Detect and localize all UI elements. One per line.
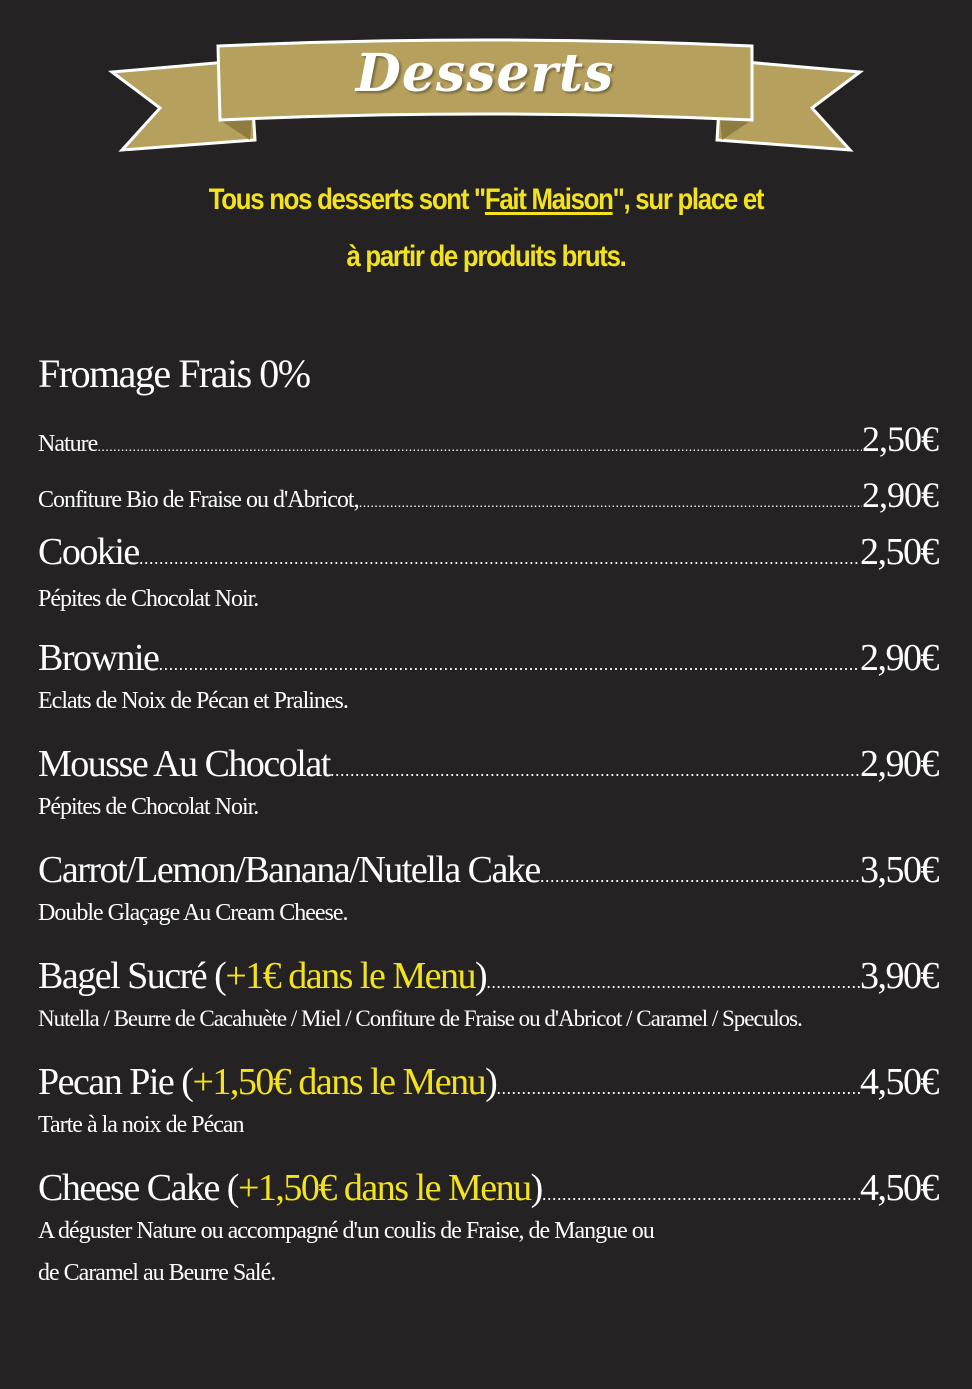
intro-text-after: ", sur place et — [612, 183, 764, 216]
item-name: Bagel Sucré ( — [38, 955, 226, 997]
menu-item-cookie — [38, 530, 938, 574]
item-name: Confiture Bio de Fraise ou d'Abricot, — [38, 487, 359, 513]
intro-line-1 — [154, 183, 818, 217]
dot-leader — [359, 494, 862, 510]
item-description: Pépites de Chocolat Noir. — [38, 794, 259, 820]
item-price: 3,90€ — [860, 955, 938, 997]
item-price: 4,50€ — [860, 1061, 938, 1103]
item-price: 2,90€ — [860, 637, 938, 679]
dot-leader — [139, 548, 860, 569]
menu-item-mousse — [38, 742, 938, 786]
dot-leader — [486, 972, 860, 993]
menu-supplement: +1€ dans le Menu — [225, 955, 475, 997]
menu-item-nature — [38, 418, 938, 460]
dot-leader — [496, 1078, 860, 1099]
item-name: Carrot/Lemon/Banana/Nutella Cake — [38, 849, 540, 891]
closing-paren: ) — [485, 1061, 497, 1103]
item-description: Eclats de Noix de Pécan et Pralines. — [38, 688, 348, 714]
menu-item-cheese-cake — [38, 1166, 938, 1210]
intro-text-before: Tous nos desserts sont " — [208, 183, 485, 216]
item-price: 2,50€ — [862, 419, 938, 459]
item-description: A déguster Nature ou accompagné d'un coulis de Fraise, de Mangue ou — [38, 1218, 654, 1244]
item-name: Cookie — [38, 531, 139, 573]
menu-item-pecan-pie — [38, 1060, 938, 1104]
page-title: Desserts — [355, 43, 615, 104]
menu-supplement: +1,50€ dans le Menu — [237, 1167, 531, 1209]
item-name: Brownie — [38, 637, 159, 679]
item-description: de Caramel au Beurre Salé. — [38, 1260, 276, 1286]
item-price: 4,50€ — [860, 1167, 938, 1209]
dot-leader — [330, 760, 860, 781]
item-price: 2,90€ — [862, 475, 938, 515]
fromage-heading: Fromage Frais 0% — [38, 351, 310, 396]
menu-item-cake — [38, 848, 938, 892]
item-description: Double Glaçage Au Cream Cheese. — [38, 900, 348, 926]
menu-item-brownie — [38, 636, 938, 680]
closing-paren: ) — [474, 955, 487, 997]
item-name: Nature — [38, 431, 98, 457]
closing-paren: ) — [530, 1167, 542, 1209]
item-description: Nutella / Beurre de Cacahuète / Miel / Confiture de Fraise ou d'Abricot / Caramel / Speculos. — [38, 1006, 802, 1031]
dot-leader — [158, 654, 860, 675]
menu-item-bagel — [38, 954, 938, 998]
item-price: 2,50€ — [860, 531, 938, 573]
dot-leader — [542, 1184, 860, 1205]
item-price: 3,50€ — [860, 849, 938, 891]
item-name: Mousse Au Chocolat — [38, 743, 330, 785]
item-description: Tarte à la noix de Pécan — [38, 1112, 244, 1138]
dot-leader — [540, 866, 860, 887]
item-price: 2,90€ — [860, 743, 938, 785]
intro-line-2: à partir de produits bruts. — [346, 240, 626, 273]
item-name: Cheese Cake ( — [38, 1167, 238, 1209]
dot-leader — [97, 438, 862, 454]
item-name: Pecan Pie ( — [38, 1061, 193, 1103]
fait-maison-label: Fait Maison — [484, 183, 613, 216]
menu-supplement: +1,50€ dans le Menu — [192, 1061, 486, 1103]
item-description: Pépites de Chocolat Noir. — [38, 586, 259, 612]
menu-item-confiture — [38, 474, 938, 516]
